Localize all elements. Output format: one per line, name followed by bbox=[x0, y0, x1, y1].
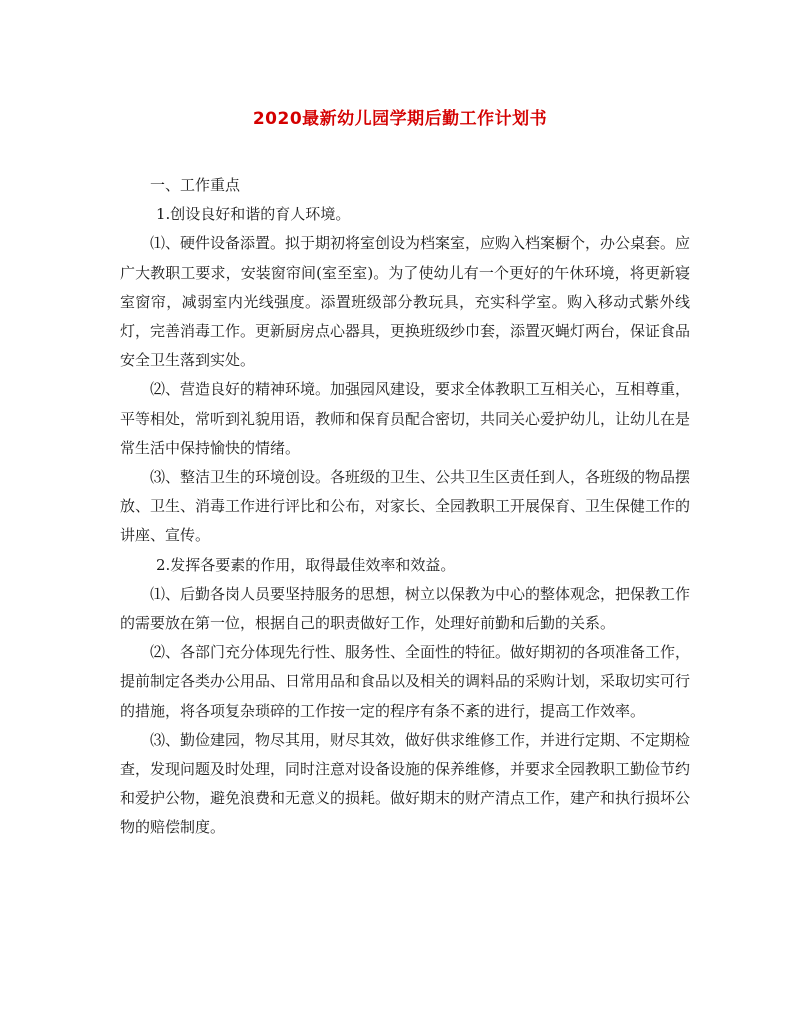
paragraph-2-3: ⑶、勤俭建园，物尽其用，财尽其效，做好供求维修工作，并进行定期、不定期检查，发现问题及时处理，同时注意对设备设施的保养维修，并要求全园教职工勤俭节约和爱护公物，避免浪费和无意义的损耗。做好期末的财产清点工作，建产和执行损坏公物的赔偿制度。 bbox=[120, 730, 691, 837]
paragraph-1-2: ⑵、营造良好的精神环境。加强园风建设，要求全体教职工互相关心，互相尊重，平等相处，常听到礼貌用语，教师和保育员配合密切，共同关心爱护幼儿，让幼儿在是常生活中保持愉快的情绪。 bbox=[120, 380, 691, 457]
paragraph-2-2: ⑵、各部门充分体现先行性、服务性、全面性的特征。做好期初的各项准备工作，提前制定各类办公用品、日常用品和食品以及相关的调料品的采购计划，采取切实可行的措施，将各项复杂琐碎的工作按一定的程序有条不紊的进行，提高工作效率。 bbox=[120, 643, 691, 720]
item-heading-2: 2.发挥各要素的作用，取得最佳效率和效益。 bbox=[156, 555, 456, 574]
document-body bbox=[120, 171, 690, 843]
paragraph-1-3: ⑶、整洁卫生的环境创设。各班级的卫生、公共卫生区责任到人，各班级的物品摆放、卫生、消毒工作进行评比和公布，对家长、全园教职工开展保育、卫生保健工作的讲座、宣传。 bbox=[120, 468, 691, 545]
item-heading-1: 1.创设良好和谐的育人环境。 bbox=[156, 205, 351, 224]
paragraph-2-1: ⑴、后勤各岗人员要坚持服务的思想，树立以保教为中心的整体观念，把保教工作的需要放在第一位，根据自己的职责做好工作，处理好前勤和后勤的关系。 bbox=[120, 584, 691, 633]
paragraph-1-1: ⑴、硬件设备添置。拟于期初将室创设为档案室，应购入档案橱个，办公桌套。应广大教职工要求，安装窗帘间(室至室)。为了使幼儿有一个更好的午休环境，将更新寝室窗帘，减弱室内光线强度。添置班级部分教玩具，充实科学室。购入移动式紫外线灯，完善消毒工作。更新厨房点心器具，更换班级纱巾套，添置灭蝇灯两台，保证食品安全卫生落到实处。 bbox=[120, 234, 691, 370]
section-heading: 一、工作重点 bbox=[150, 176, 241, 194]
document-title: 2020最新幼儿园学期后勤工作计划书 bbox=[252, 109, 548, 129]
